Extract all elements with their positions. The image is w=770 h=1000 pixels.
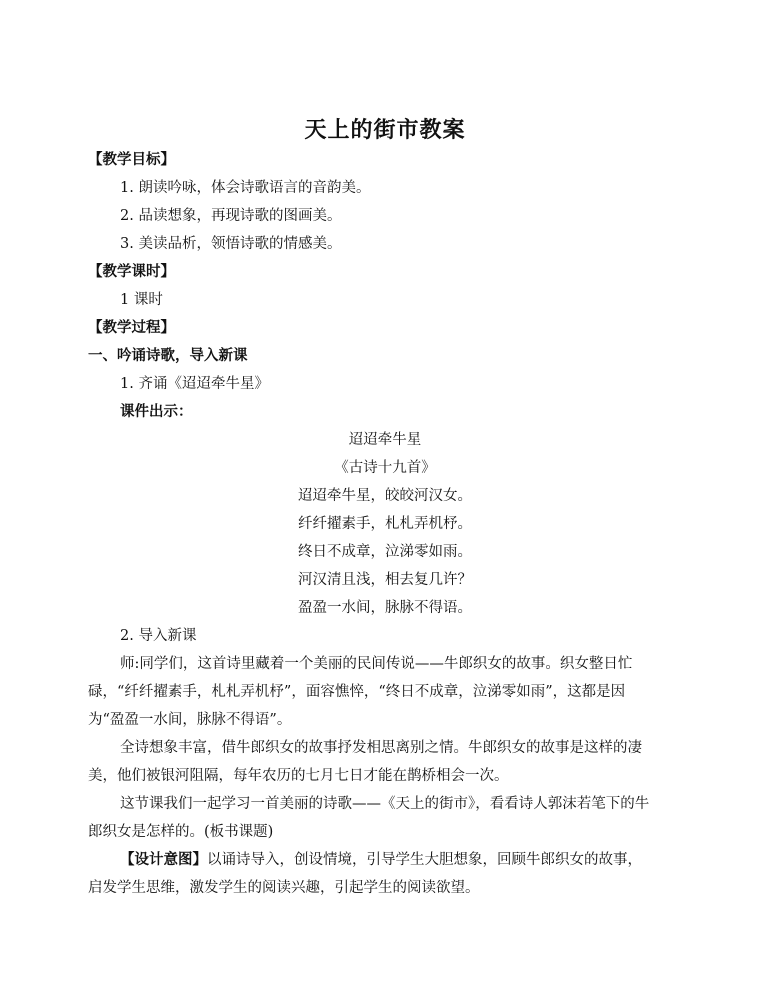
step-2: 2. 导入新课	[120, 628, 197, 644]
poem-line-2: 纤纤擢素手，札札弄机杼。	[298, 516, 472, 532]
process-heading: 【教学过程】	[88, 319, 175, 336]
design-intent-label: 【设计意图】	[120, 851, 207, 868]
poem-line-4: 河汉清且浅，相去复几许？	[298, 572, 472, 588]
paragraph-3-line-2: 郎织女是怎样的。(板书课题)	[88, 824, 274, 840]
poem-source: 《古诗十九首》	[334, 460, 436, 476]
goal-item-1: 1. 朗读吟咏，体会诗歌语言的音韵美。	[120, 180, 371, 196]
goals-heading: 【教学目标】	[88, 151, 175, 168]
hours-value: 1 课时	[120, 292, 163, 308]
hours-heading: 【教学课时】	[88, 263, 175, 280]
paragraph-3-line-1: 这节课我们一起学习一首美丽的诗歌——《天上的街市》，看看诗人郭沫若笔下的牛	[120, 796, 650, 812]
paragraph-1-line-1: 师:同学们，这首诗里藏着一个美丽的民间传说——牛郎织女的故事。织女整日忙	[120, 656, 633, 672]
design-intent-text: 以诵诗导入，创设情境，引导学生大胆想象，回顾牛郎织女的故事，	[207, 852, 642, 868]
goal-item-3: 3. 美读品析，领悟诗歌的情感美。	[120, 236, 342, 252]
poem-title: 迢迢牵牛星	[348, 432, 422, 448]
design-intent-line-2: 启发学生思维，激发学生的阅读兴趣，引起学生的阅读欲望。	[88, 880, 480, 896]
poem-line-1: 迢迢牵牛星，皎皎河汉女。	[298, 488, 472, 504]
page-title: 天上的街市教案	[304, 117, 466, 143]
goal-item-2: 2. 品读想象，再现诗歌的图画美。	[120, 208, 342, 224]
paragraph-2-line-1: 全诗想象丰富，借牛郎织女的故事抒发相思离别之情。牛郎织女的故事是这样的凄	[120, 740, 642, 756]
poem-line-5: 盈盈一水间，脉脉不得语。	[298, 600, 472, 616]
design-intent-line-1	[120, 850, 642, 870]
section-1-title: 一、吟诵诗歌，导入新课	[88, 347, 248, 364]
paragraph-1-line-3: 为“盈盈一水间，脉脉不得语”。	[88, 712, 292, 728]
paragraph-2-line-2: 美，他们被银河阻隔，每年农历的七月七日才能在鹊桥相会一次。	[88, 768, 509, 784]
poem-line-3: 终日不成章，泣涕零如雨。	[298, 544, 472, 560]
courseware-label: 课件出示：	[120, 403, 193, 420]
paragraph-1-line-2: 碌，“纤纤擢素手，札札弄机杼”，面容憔悴，“终日不成章，泣涕零如雨”，这都是因	[88, 684, 626, 700]
step-1: 1. 齐诵《迢迢牵牛星》	[120, 376, 269, 392]
